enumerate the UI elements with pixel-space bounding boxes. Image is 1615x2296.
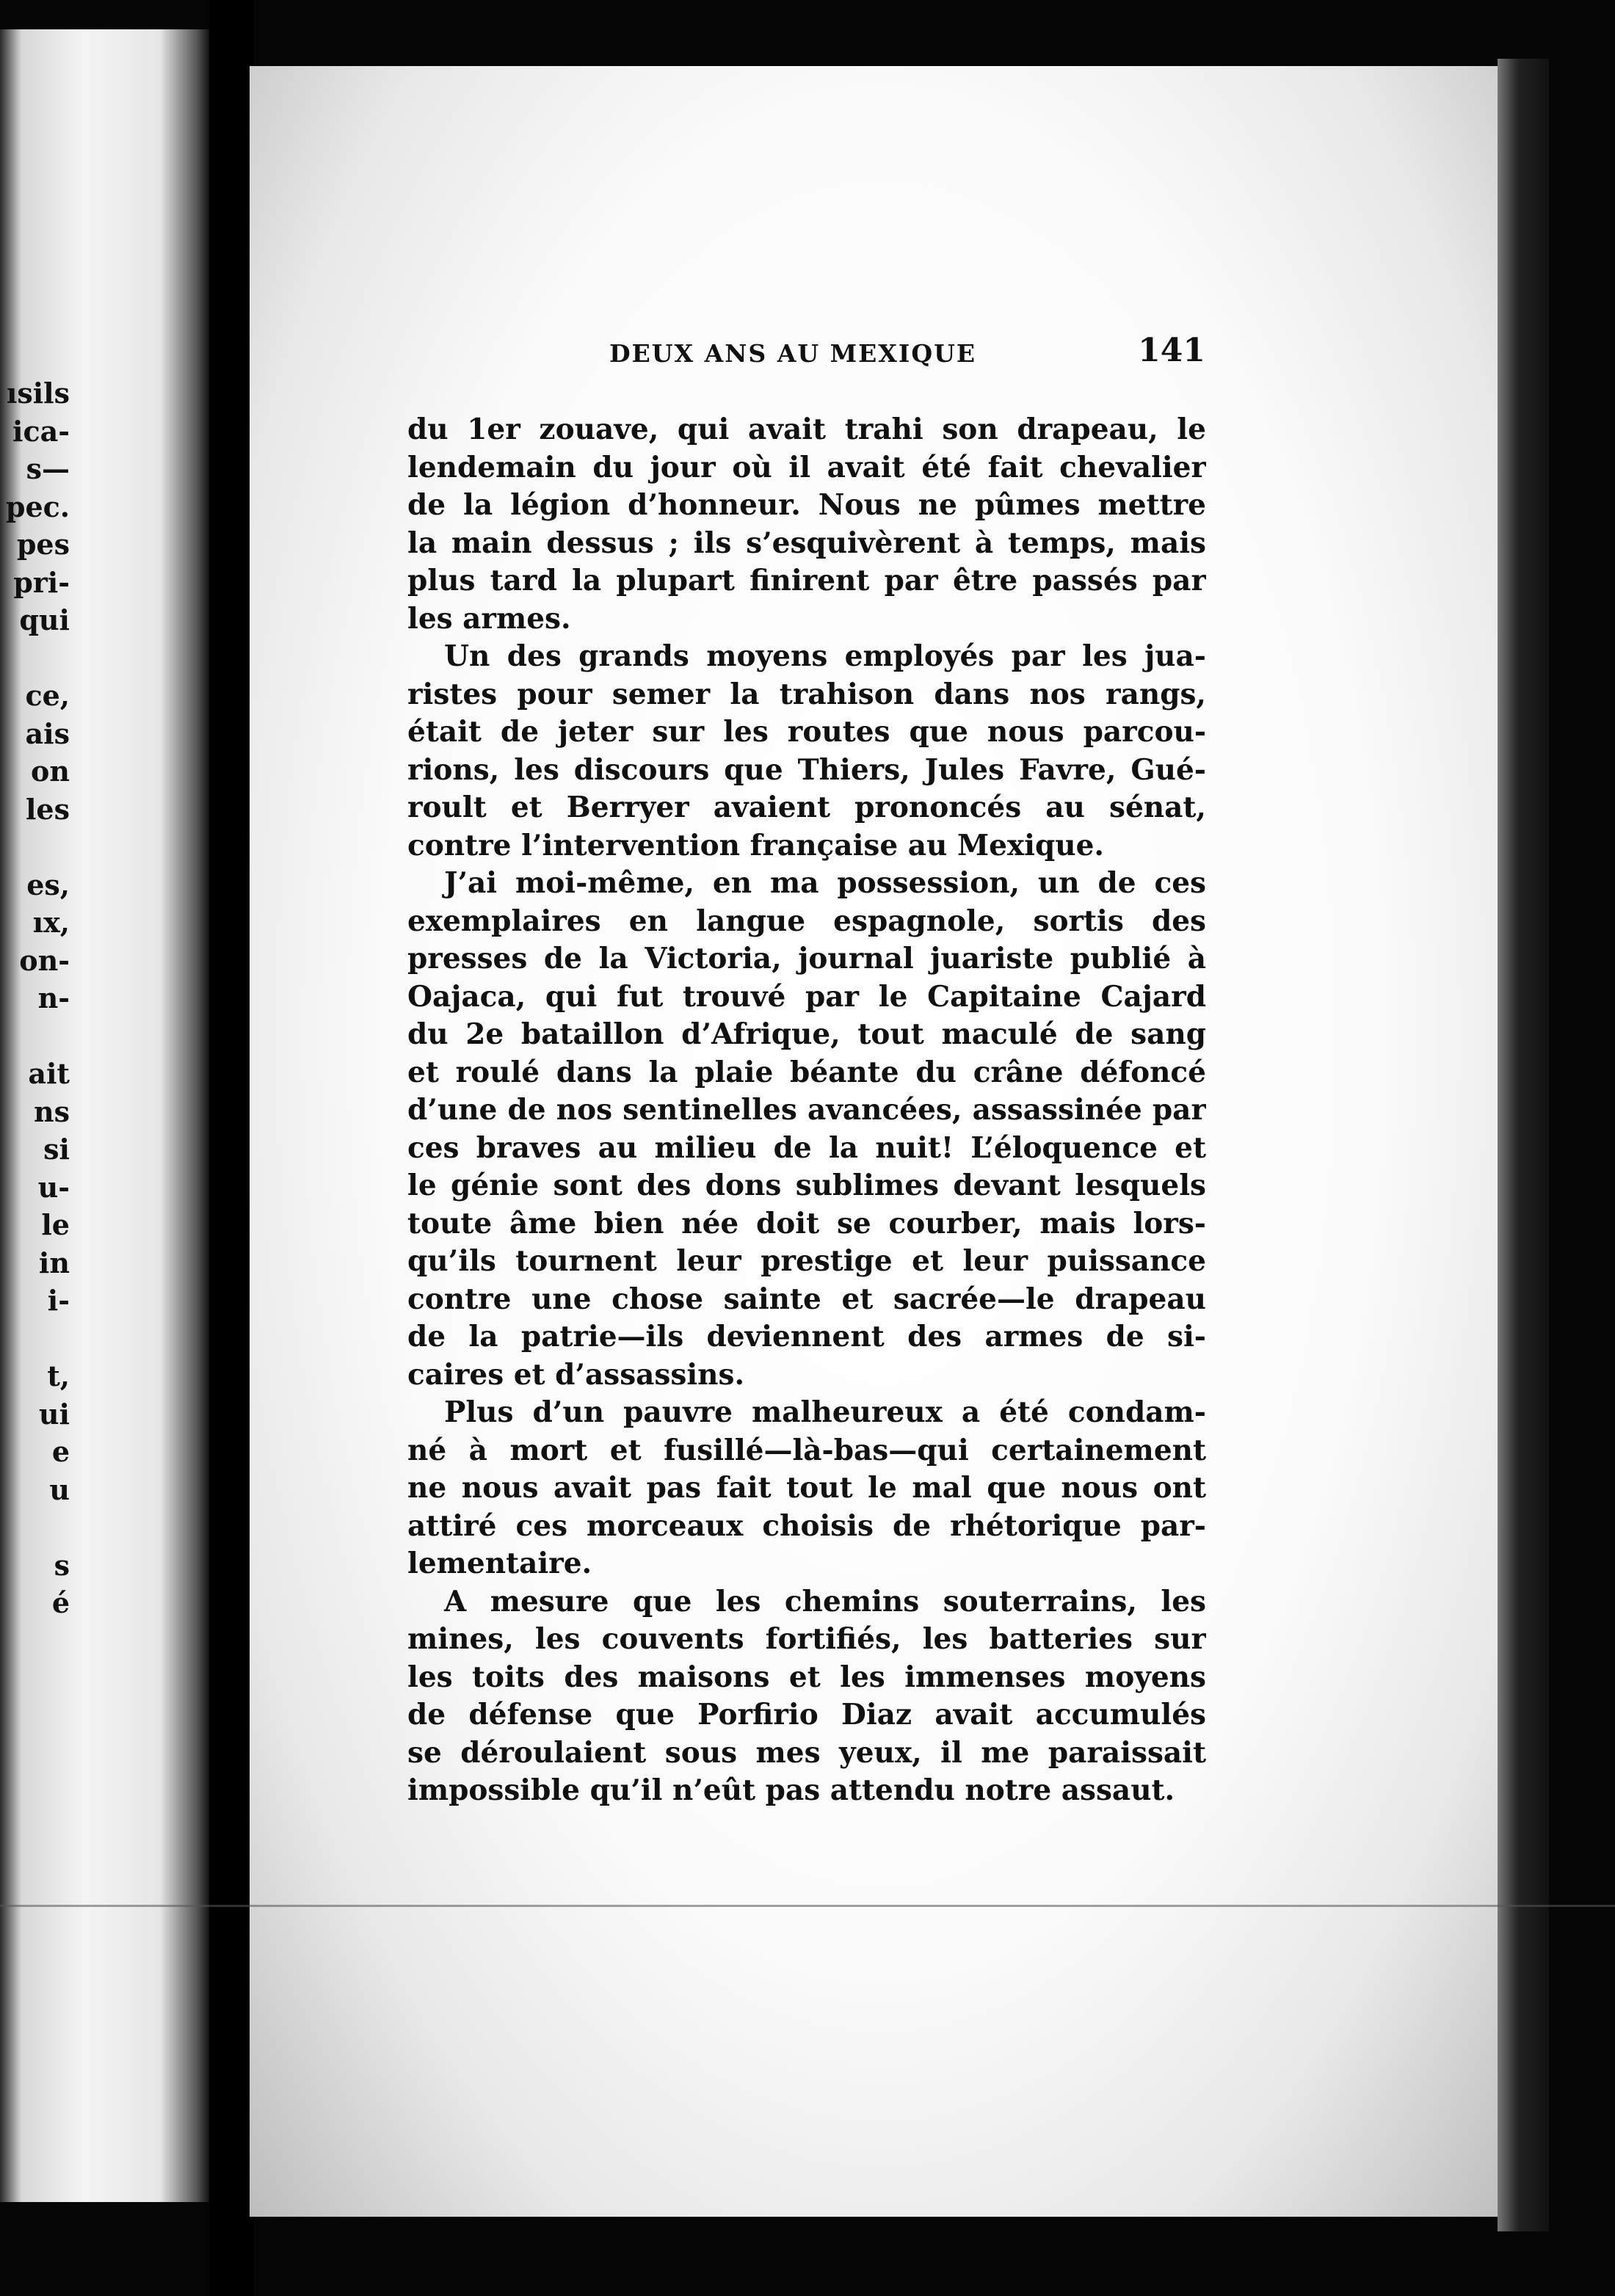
left-fragment-line: e	[51, 1435, 70, 1468]
left-fragment-line: u-	[37, 1170, 70, 1204]
left-fragment-line: on	[31, 755, 70, 788]
text-line: plus tard la plupart finirent par être passés par	[407, 564, 1206, 597]
text-line: rions, les discours que Thiers, Jules Favre, Gué-	[407, 752, 1206, 787]
left-fragment-line: s—	[26, 452, 70, 485]
text-line: toute âme bien née doit se courber, mais lors-	[407, 1206, 1206, 1240]
paragraph	[407, 865, 1206, 1394]
text-line: et roulé dans la plaie béante du crâne défoncé	[407, 1055, 1206, 1089]
text-line: exemplaires en langue espagnole, sortis des	[407, 904, 1206, 938]
text-line: roult et Berryer avaient prononcés au sénat,	[407, 791, 1206, 824]
text-line: contre une chose sainte et sacrée—le drapeau	[407, 1282, 1206, 1316]
left-fragment-line: les	[25, 792, 70, 826]
left-fragment-line: é	[51, 1586, 70, 1619]
text-line: qu’ils tournent leur prestige et leur puissance	[407, 1244, 1206, 1278]
left-fragment-line: pri-	[13, 565, 70, 599]
left-fragment-line: u	[49, 1472, 70, 1506]
text-line: attiré ces morceaux choisis de rhétorique par-	[407, 1508, 1206, 1543]
left-fragment-line: ica-	[12, 414, 70, 448]
text-line: lementaire.	[407, 1547, 592, 1580]
text-line: presses de la Victoria, journal juariste publié à	[407, 942, 1206, 976]
left-fragment-line: le	[41, 1208, 70, 1241]
text-line: né à mort et fusillé—là-bas—qui certainement	[407, 1433, 1206, 1467]
text-line: ne nous avait pas fait tout le mal que nous ont	[407, 1471, 1206, 1505]
paragraph	[407, 411, 1206, 638]
left-fragment-line: pes	[16, 528, 70, 561]
text-line: de défense que Porfirio Diaz avait accumulés	[407, 1698, 1206, 1732]
text-line: impossible qu’il n’eût pas attendu notre assaut.	[407, 1773, 1175, 1807]
text-line: caires et d’assassins.	[407, 1357, 745, 1392]
text-line: de la légion d’honneur. Nous ne pûmes mettre	[407, 488, 1206, 522]
left-fragment-line: es,	[26, 868, 70, 901]
left-fragment-line: ce,	[25, 679, 70, 712]
text-line: d’une de nos sentinelles avancées, assassinée par	[407, 1093, 1206, 1127]
left-fragment-line: on-	[19, 943, 70, 977]
text-line: Un des grands moyens employés par les jua-	[444, 639, 1206, 673]
text-line: lendemain du jour où il avait été fait chevalier	[407, 450, 1206, 484]
text-line: ristes pour semer la trahison dans nos rangs,	[407, 677, 1206, 711]
scan-fold-line	[0, 1905, 1615, 1907]
left-fragment-line	[0, 1320, 70, 1358]
text-line: la main dessus ; ils s’esquivèrent à temps, mais	[407, 526, 1206, 560]
left-fragment-line: qui	[19, 603, 70, 636]
text-line: mines, les couvents fortifiés, les batteries sur	[407, 1622, 1206, 1656]
left-page-text-fragments	[0, 374, 70, 1622]
page-number: 141	[1138, 332, 1205, 369]
page-header	[411, 330, 1205, 374]
left-fragment-line: ais	[25, 716, 70, 750]
left-fragment-line: ıx,	[32, 906, 70, 939]
text-line: du 1er zouave, qui avait trahi son drapeau, le	[407, 413, 1206, 446]
paragraph	[407, 1583, 1206, 1810]
left-fragment-line: ısils	[6, 377, 70, 410]
text-line: de la patrie—ils deviennent des armes de si-	[407, 1320, 1206, 1354]
left-fragment-line	[0, 1508, 70, 1547]
text-line: se déroulaient sous mes yeux, il me paraissait	[407, 1735, 1206, 1770]
left-fragment-line: s	[54, 1548, 70, 1582]
left-fragment-line	[0, 828, 70, 866]
left-fragment-line	[0, 639, 70, 677]
left-fragment-line: in	[38, 1246, 70, 1279]
paragraph	[407, 638, 1206, 865]
paragraph	[407, 1394, 1206, 1583]
text-line: était de jeter sur les routes que nous parcou-	[407, 715, 1206, 749]
left-fragment-line: n-	[37, 981, 70, 1014]
left-fragment-line: t,	[47, 1359, 70, 1392]
left-fragment-line: si	[43, 1133, 70, 1166]
text-line: contre l’intervention française au Mexique.	[407, 828, 1105, 862]
left-fragment-line: i-	[47, 1284, 70, 1317]
book-gutter	[209, 0, 253, 2296]
text-line: J’ai moi-même, en ma possession, un de ces	[444, 866, 1206, 900]
text-line: les toits des maisons et les immenses moyens	[407, 1660, 1206, 1694]
text-line: A mesure que les chemins souterrains, les	[444, 1584, 1206, 1619]
left-fragment-line: ait	[28, 1057, 70, 1090]
left-fragment-line	[0, 1017, 70, 1056]
text-line: du 2e bataillon d’Afrique, tout maculé de sang	[407, 1017, 1206, 1051]
text-line: Plus d’un pauvre malheureux a été condam-	[444, 1395, 1206, 1429]
left-fragment-line: ui	[38, 1397, 70, 1431]
text-line: Oajaca, qui fut trouvé par le Capitaine Cajard	[407, 979, 1206, 1014]
text-line: ces braves au milieu de la nuit! L’éloquence et	[407, 1130, 1206, 1165]
left-fragment-line: ns	[33, 1094, 70, 1128]
running-title: DEUX ANS AU MEXIQUE	[609, 339, 976, 368]
left-fragment-line: pec.	[5, 490, 70, 523]
text-line: les armes.	[407, 601, 571, 636]
text-line: le génie sont des dons sublimes devant lesquels	[407, 1169, 1206, 1202]
body-text	[407, 411, 1206, 1810]
